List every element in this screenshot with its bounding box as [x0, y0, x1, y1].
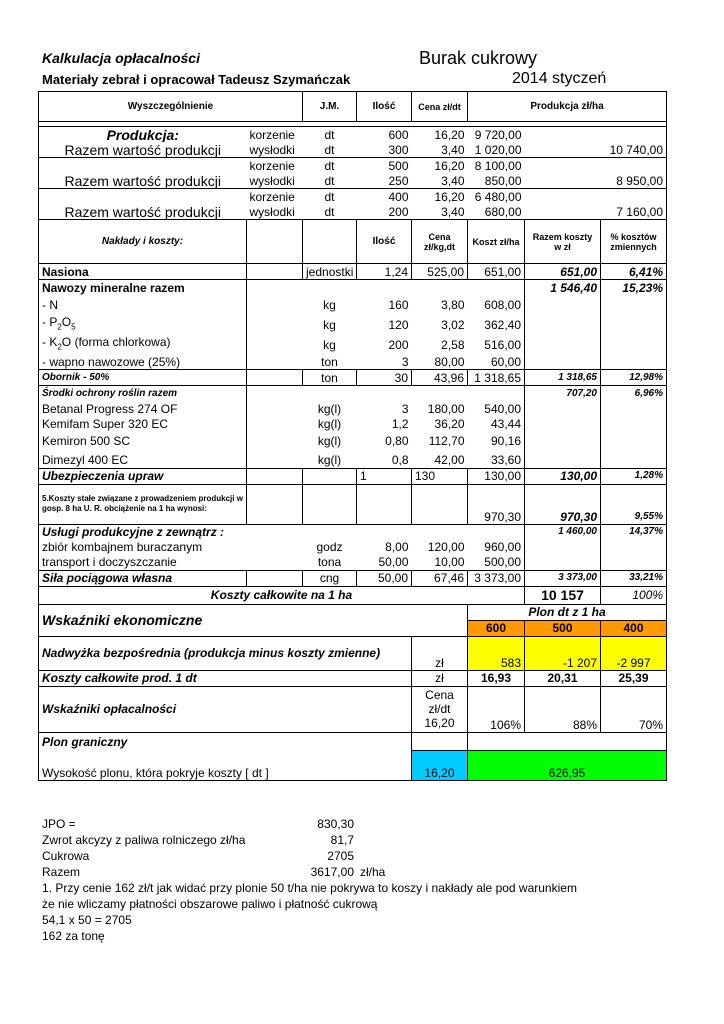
cost-name: Kemifam Super 320 EC — [39, 416, 247, 431]
wyslodki-label: wysłodki — [247, 173, 303, 189]
footer-line: Zwrot akcyzy z paliwa rolniczego zł/ha 81,7 — [42, 833, 354, 847]
unit: dt — [303, 142, 357, 158]
costs-col-price: Cena zł/kg,dt — [412, 220, 468, 264]
cost-value: 540,00 — [468, 401, 525, 416]
cost-row-ubezp — [39, 468, 667, 484]
cost-name: - N — [39, 295, 247, 315]
cost-value: 608,00 — [468, 295, 525, 315]
costs-col-cost: Koszt zł/ha — [468, 220, 525, 264]
cost-qty: 120 — [388, 318, 409, 332]
calculation-table — [38, 91, 667, 781]
cost-name: Siła pociągowa własna — [39, 570, 247, 586]
oplac-row — [39, 686, 667, 732]
cost-unit: kg — [323, 318, 336, 332]
qty: 300 — [357, 142, 412, 158]
cost-name: Nawozy mineralne razem — [39, 280, 247, 296]
oplac-price-cell: Cena zł/dt 16,20 — [412, 686, 468, 732]
costs-header-row — [39, 220, 667, 264]
oplac-label: Wskaźniki opłacalności — [39, 686, 412, 732]
cost-row-srodki — [39, 386, 667, 402]
cost-pct: 12,98% — [601, 370, 667, 386]
price: 3,40 — [412, 204, 468, 220]
production-title: Produkcja: — [39, 127, 247, 143]
cost-row-kemifam — [39, 416, 667, 431]
cost-unit: kg(l) — [317, 401, 342, 416]
cost-row-zbior — [39, 540, 667, 555]
price: 16,20 — [412, 158, 468, 174]
crop-name: Burak cukrowy — [419, 48, 538, 68]
nadwyzka-unit: zł — [412, 636, 468, 670]
cost-row-dimezyl — [39, 451, 667, 468]
cost-value: 651,00 — [468, 264, 525, 280]
cost-value: 33,60 — [468, 451, 525, 468]
cost-value: 516,00 — [468, 335, 525, 354]
koszt-dt-value: 16,93 — [468, 670, 525, 686]
cost-total: 1 318,65 — [525, 370, 601, 386]
cost-price: 180,00 — [427, 401, 465, 416]
cost-unit: kg(l) — [317, 434, 342, 449]
cost-unit: ton — [303, 370, 357, 386]
cost-pct: 15,23% — [601, 280, 667, 296]
cost-total: 3 373,00 — [525, 570, 601, 586]
cost-qty: 0,8 — [357, 451, 412, 468]
nadwyzka-value: 583 — [468, 636, 525, 670]
cost-value: 960,00 — [468, 540, 525, 555]
koszt-dt-unit: zł — [412, 670, 468, 686]
korzenie-label: korzenie — [247, 127, 303, 143]
production-sum-label: Razem wartość produkcji — [39, 142, 247, 158]
production-total: 7 160,00 — [601, 204, 667, 220]
page-title: Kalkulacja opłacalności — [42, 50, 200, 66]
koszt-dt-label: Koszty całkowite prod. 1 dt — [39, 670, 412, 686]
cost-row-obornik — [39, 370, 667, 386]
cost-name: Ubezpieczenia upraw — [39, 468, 247, 484]
cost-name: 5.Koszty stałe związane z prowadzeniem produkcji w gosp. 8 ha U. R. obciążenie na 1 ha wynosi: — [39, 484, 247, 524]
cost-name: - wapno nawozowe (25%) — [39, 354, 247, 370]
korzenie-label: korzenie — [247, 158, 303, 174]
cost-total: 1 546,40 — [525, 280, 601, 296]
cost-name: Usługi produkcyjne z zewnątrz : — [39, 524, 247, 540]
nadwyzka-label: Nadwyżka bezpośrednia (produkcja minus koszty zmienne) — [39, 636, 412, 670]
oplac-value: 70% — [601, 686, 667, 732]
date-label: 2014 styczeń — [512, 70, 607, 87]
cost-price: 42,00 — [412, 451, 468, 468]
unit: dt — [303, 189, 357, 205]
indicators-header-row — [39, 604, 667, 620]
plon-value: 600 — [468, 620, 525, 636]
unit: dt — [303, 127, 357, 143]
cost-row-betanal — [39, 401, 667, 416]
indicators-title: Wskaźniki ekonomiczne — [39, 604, 468, 636]
costs-col-pct: % kosztów zmiennych — [601, 220, 667, 264]
footer-line: JPO = 830,30 — [42, 817, 354, 831]
author-line: Materiały zebrał i opracował Tadeusz Szymańczak — [42, 72, 351, 87]
qty: 250 — [357, 173, 412, 189]
cost-row-transport — [39, 555, 667, 571]
cost-unit: kg(l) — [303, 451, 357, 468]
production-row — [39, 173, 667, 189]
cost-price: 3,80 — [441, 298, 465, 312]
cost-value: 3 373,00 — [468, 570, 525, 586]
cost-unit: ton — [303, 354, 357, 370]
cost-row-total — [39, 586, 667, 604]
cost-qty: 200 — [388, 337, 409, 352]
cost-price: 120,00 — [427, 540, 465, 555]
production-row — [39, 142, 667, 158]
cost-name: Betanal Progress 274 OF — [39, 401, 247, 416]
koszt-dt-value: 20,31 — [525, 670, 601, 686]
cost-total: 1 460,00 — [525, 524, 601, 540]
production-row — [39, 204, 667, 220]
plon-value: 400 — [601, 620, 667, 636]
unit: dt — [303, 158, 357, 174]
cost-pct: 6,96% — [601, 386, 667, 402]
koszt-dt-value: 25,39 — [601, 670, 667, 686]
cost-row-stale — [39, 484, 667, 524]
production-sum-label: Razem wartość produkcji — [39, 204, 247, 220]
nadwyzka-row — [39, 636, 667, 670]
cost-qty: 3 — [357, 354, 412, 370]
cost-name: zbiór kombajnem buraczanym — [39, 540, 247, 555]
cost-qty: 0,80 — [385, 434, 409, 449]
col-production: Produkcja zł/ha — [468, 92, 667, 122]
nadwyzka-value: -1 207 — [525, 636, 601, 670]
wysokosc-row — [39, 750, 667, 780]
cost-name: - $P_2O_5$ — [39, 315, 247, 335]
cost-row-sila — [39, 570, 667, 586]
value: 9 720,00 — [468, 127, 525, 143]
cost-pct: 9,55% — [601, 484, 667, 524]
cost-unit: godz — [316, 540, 343, 555]
graniczny-price: 16,20 — [412, 750, 468, 780]
cost-price: 43,96 — [412, 370, 468, 386]
cost-qty: 1 — [357, 468, 412, 484]
korzenie-label: korzenie — [247, 189, 303, 205]
oplac-value: 88% — [525, 686, 601, 732]
production-row — [39, 189, 667, 205]
cost-pct: 33,21% — [601, 570, 667, 586]
cost-price: 67,46 — [412, 570, 468, 586]
cost-pct: 14,37% — [601, 524, 667, 540]
col-qty: Ilość — [357, 92, 412, 122]
unit: dt — [303, 204, 357, 220]
oplac-value: 106% — [468, 686, 525, 732]
cost-qty: 50,00 — [357, 555, 412, 571]
cost-value: 130,00 — [468, 468, 525, 484]
graniczny-value: 626,95 — [468, 750, 667, 780]
graniczny-label: Plon graniczny — [39, 732, 412, 750]
price: 16,20 — [412, 127, 468, 143]
cost-price: 36,20 — [434, 416, 465, 431]
cost-value: 362,40 — [468, 315, 525, 335]
cost-grand-pct: 100% — [601, 586, 667, 604]
cost-qty: 8,00 — [385, 540, 409, 555]
plon-value: 500 — [525, 620, 601, 636]
production-total: 10 740,00 — [601, 142, 667, 158]
col-price: Cena zł/dt — [412, 92, 468, 122]
cost-total: 130,00 — [525, 468, 601, 484]
graniczny-row — [39, 732, 667, 750]
cost-value: 90,16 — [468, 431, 525, 451]
cost-name: transport i doczyszczanie — [39, 555, 247, 571]
cost-name: Dimezyl 400 EC — [39, 451, 247, 468]
footer-note: 1. Przy cenie 162 zł/t jak widać przy plonie 50 t/ha nie pokrywa to koszy i nakłady ale pod warunkiem — [42, 881, 577, 895]
cost-pct: 1,28% — [601, 468, 667, 484]
production-total: 8 950,00 — [601, 173, 667, 189]
production-row — [39, 158, 667, 174]
cost-name: Środki ochrony roślin razem — [39, 386, 247, 402]
price: 3,40 — [412, 142, 468, 158]
cost-row-n — [39, 295, 667, 315]
cost-price: 130 — [412, 468, 468, 484]
cost-qty: 160 — [388, 298, 409, 312]
footer-line: Razem 3617,00 zł/ha — [42, 865, 386, 879]
cost-unit: jednostki — [303, 264, 357, 280]
cost-unit: kg — [323, 298, 336, 312]
cost-row-p — [39, 315, 667, 335]
cost-price: 3,02 — [441, 318, 465, 332]
col-item: Wyszczególnienie — [39, 92, 303, 122]
costs-title: Nakłady i koszty: — [39, 220, 247, 264]
cost-unit: kg — [323, 337, 336, 352]
wysokosc-label: Wysokość plonu, która pokryje koszty [ dt ] — [39, 750, 412, 780]
value: 680,00 — [468, 204, 525, 220]
unit: dt — [303, 173, 357, 189]
value: 850,00 — [468, 173, 525, 189]
cost-price: 80,00 — [412, 354, 468, 370]
cost-price: 10,00 — [412, 555, 468, 571]
cost-pct: 6,41% — [601, 264, 667, 280]
cost-row-nasiona — [39, 264, 667, 280]
cost-value: 500,00 — [468, 555, 525, 571]
footer-line: Cukrowa 2705 — [42, 849, 354, 863]
cost-value: 43,44 — [468, 416, 525, 431]
cost-price: 112,70 — [428, 434, 465, 449]
cost-total: 651,00 — [525, 264, 601, 280]
cost-qty: 1,2 — [391, 416, 409, 431]
qty: 200 — [357, 204, 412, 220]
cost-price: 2,58 — [441, 337, 465, 352]
cost-price: 525,00 — [412, 264, 468, 280]
value: 8 100,00 — [468, 158, 525, 174]
cost-row-k — [39, 335, 667, 354]
cost-qty: 1,24 — [357, 264, 412, 280]
cost-name: - $K_2O$ (forma chlorkowa) — [39, 335, 247, 354]
cost-total-label: Koszty całkowite na 1 ha — [39, 586, 525, 604]
footer-note: że nie wliczamy płatności obszarowe paliwo i płatność cukrową — [42, 897, 378, 911]
cost-name: Obornik - 50% — [39, 370, 247, 386]
koszt-dt-row — [39, 670, 667, 686]
cost-grand-total: 10 157 — [525, 586, 601, 604]
cost-value: 970,30 — [468, 484, 525, 524]
cost-total: 707,20 — [525, 386, 601, 402]
qty: 500 — [357, 158, 412, 174]
cost-qty: 30 — [357, 370, 412, 386]
cost-value: 1 318,65 — [468, 370, 525, 386]
footer-note: 162 za tonę — [42, 929, 105, 943]
costs-col-total: Razem koszty w zł — [525, 220, 601, 264]
col-unit: J.M. — [303, 92, 357, 122]
plon-label: Plon dt z 1 ha — [468, 604, 667, 620]
footer-lines — [42, 817, 577, 945]
cost-name: Nasiona — [39, 264, 247, 280]
nadwyzka-value: -2 997 — [601, 636, 667, 670]
cost-row-nawozy — [39, 280, 667, 296]
cost-qty: 3 — [401, 401, 409, 416]
wyslodki-label: wysłodki — [247, 204, 303, 220]
cost-value: 60,00 — [468, 354, 525, 370]
cost-name: Kemiron 500 SC — [39, 431, 247, 451]
wyslodki-label: wysłodki — [247, 142, 303, 158]
qty: 600 — [357, 127, 412, 143]
cost-row-uslugi — [39, 524, 667, 540]
cost-unit: tona — [303, 555, 357, 571]
cost-unit: kg(l) — [317, 416, 342, 431]
column-header-row — [39, 92, 667, 122]
value: 6 480,00 — [468, 189, 525, 205]
production-sum-label: Razem wartość produkcji — [39, 173, 247, 189]
cost-unit: cng — [303, 570, 357, 586]
cost-total: 970,30 — [525, 484, 601, 524]
cost-row-kemiron — [39, 431, 667, 451]
value: 1 020,00 — [468, 142, 525, 158]
price: 3,40 — [412, 173, 468, 189]
cost-qty: 50,00 — [357, 570, 412, 586]
production-row — [39, 127, 667, 143]
cost-row-wapno — [39, 354, 667, 370]
costs-col-qty: Ilość — [357, 220, 412, 264]
qty: 400 — [357, 189, 412, 205]
price: 16,20 — [412, 189, 468, 205]
footer-note: 54,1 x 50 = 2705 — [42, 913, 132, 927]
